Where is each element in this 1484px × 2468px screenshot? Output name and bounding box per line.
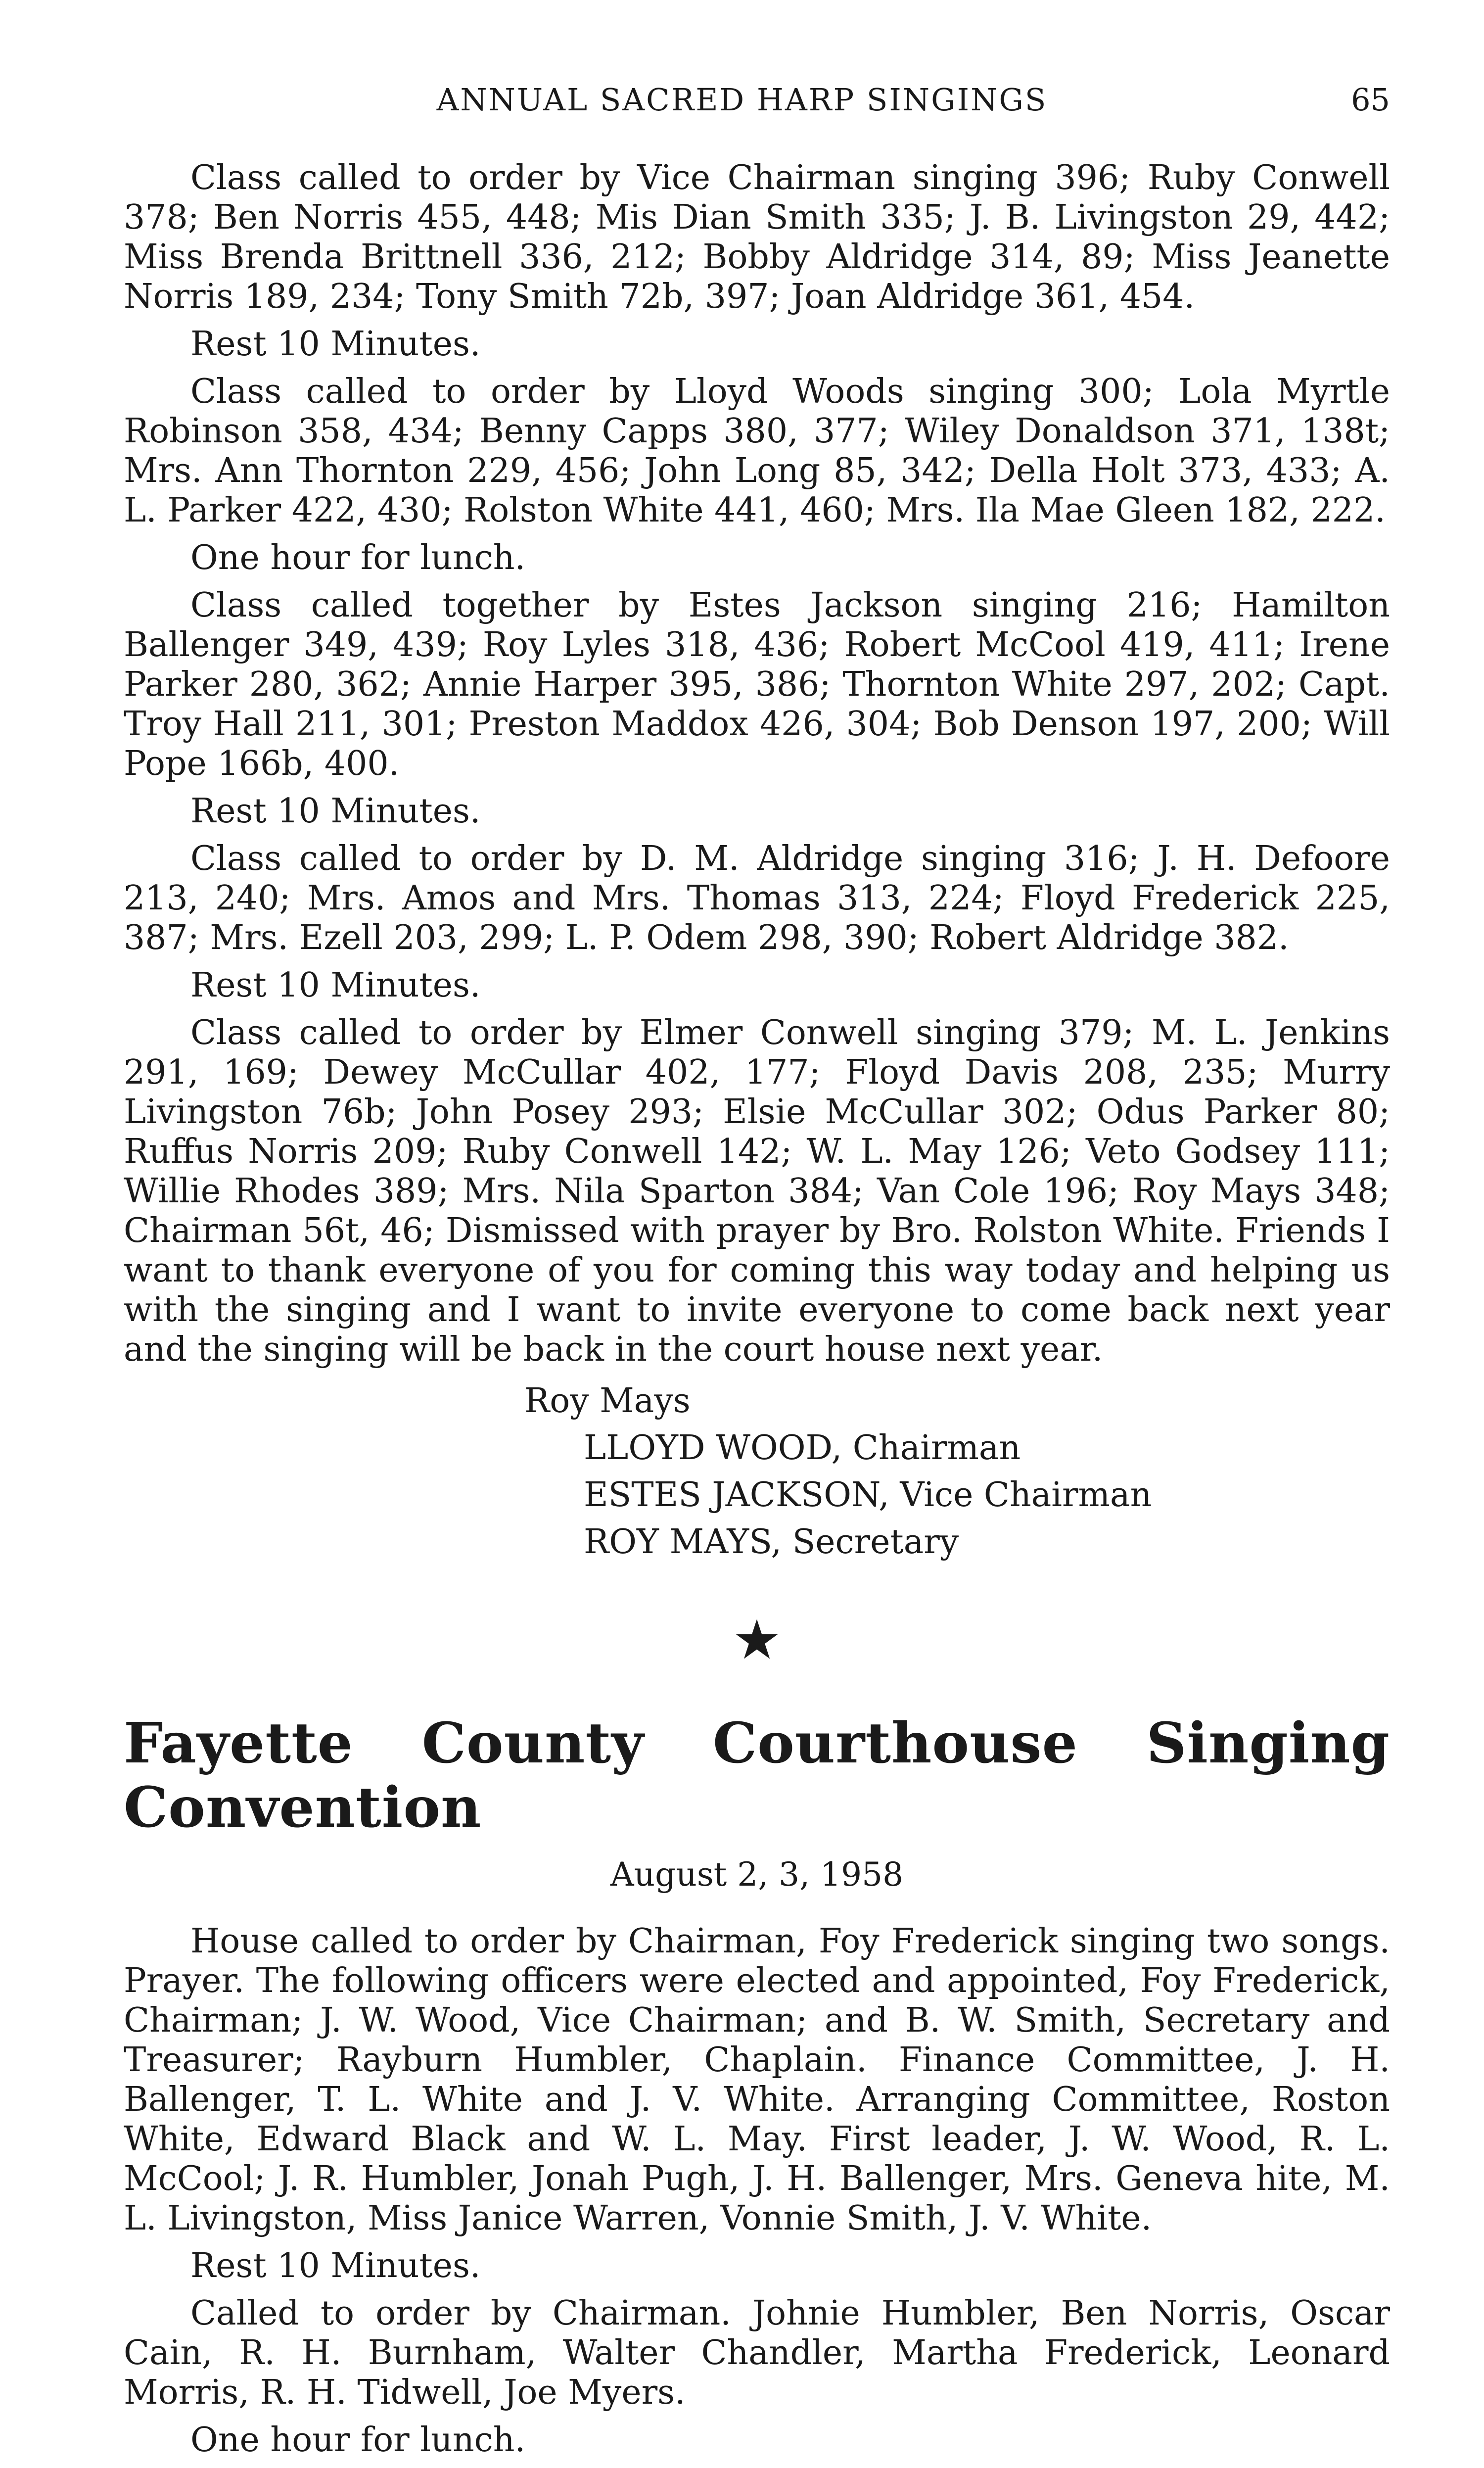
body-text [124,158,1390,2468]
page-number: 65 [1351,82,1390,118]
section-heading: Fayette County Courthouse Singing Convention [124,1711,1390,1840]
signature-block [124,1377,1390,1566]
vice-chairman-signature: ESTES JACKSON, Vice Chairman [584,1475,1152,1515]
rest-note-2: Rest 10 Minutes. [190,792,481,831]
secretary-signature: ROY MAYS, Secretary [584,1522,959,1562]
convention-lunch-note: One hour for lunch. [190,2421,526,2460]
chairman-signature: LLOYD WOOD, Chairman [584,1428,1021,1468]
rest-note-3: Rest 10 Minutes. [190,966,481,1005]
session-paragraph-4: Class called to order by D. M. Aldridge singing 316; J. H. Defoore 213, 240; Mrs. Amos and Mrs. Thomas 313, 224; Floyd Frederick 225, 387; Mrs. Ezell 203, 299; L. P. Odem 298, 390; Robert Aldridge 382. [124,839,1390,957]
star-divider-icon: ★ [732,1608,782,1671]
session-paragraph-3: Class called together by Estes Jackson singing 216; Hamilton Ballenger 349, 439; Roy Lyles 318, 436; Robert McCool 419, 411; Irene Parker 280, 362; Annie Harper 395, 386; Thornton White 297, 202; Capt. Troy Hall 211, 301; Preston Maddox 426, 304; Bob Denson 197, 200; Will Pope 166b, 400. [124,586,1390,783]
convention-rest-note: Rest 10 Minutes. [190,2246,481,2285]
session-paragraph-5: Class called to order by Elmer Conwell singing 379; M. L. Jenkins 291, 169; Dewey McCullar 402, 177; Floyd Davis 208, 235; Murry Livingston 76b; John Posey 293; Elsie McCullar 302; Odus Parker 80; Ruffus Norris 209; Ruby Conwell 142; W. L. May 126; Veto Godsey 111; Willie Rhodes 389; Mrs. Nila Sparton 384; Van Cole 196; Roy Mays 348; Chairman 56t, 46; Dismissed with prayer by Bro. Rolston White. Friends I want to thank everyone of you for coming this way today and helping us with the singing and I want to invite everyone to come back next year and the singing will be back in the court house next year. [124,1013,1390,1369]
convention-paragraph-1: House called to order by Chairman, Foy Frederick singing two songs. Prayer. The following officers were elected and appointed, Foy Frederick, Chairman; J. W. Wood, Vice Chairman; and B. W. Smith, Secretary and Treasurer; Rayburn Humbler, Chaplain. Finance Committee, J. H. Ballenger, T. L. White and J. V. White. Arranging Committee, Roston White, Edward Black and W. L. May. First leader, J. W. Wood, R. L. McCool; J. R. Humbler, Jonah Pugh, J. H. Ballenger, Mrs. Geneva hite, M. L. Livingston, Miss Janice Warren, Vonnie Smith, J. V. White. [124,1922,1390,2238]
lunch-note: One hour for lunch. [190,538,526,577]
signer-name: Roy Mays [524,1381,691,1421]
running-title: ANNUAL SACRED HARP SINGINGS [436,82,1048,118]
convention-paragraph-2: Called to order by Chairman. Johnie Humbler, Ben Norris, Oscar Cain, R. H. Burnham, Walter Chandler, Martha Frederick, Leonard Morris, R. H. Tidwell, Joe Myers. [124,2294,1390,2412]
section-date: August 2, 3, 1958 [610,1855,904,1894]
running-header [124,82,1390,121]
rest-note-1: Rest 10 Minutes. [190,325,481,364]
session-paragraph-1: Class called to order by Vice Chairman singing 396; Ruby Conwell 378; Ben Norris 455, 448; Mis Dian Smith 335; J. B. Livingston 29, 442; Miss Brenda Brittnell 336, 212; Bobby Aldridge 314, 89; Miss Jeanette Norris 189, 234; Tony Smith 72b, 397; Joan Aldridge 361, 454. [124,158,1390,316]
session-paragraph-2: Class called to order by Lloyd Woods singing 300; Lola Myrtle Robinson 358, 434; Benny Capps 380, 377; Wiley Donaldson 371, 138t; Mrs. Ann Thornton 229, 456; John Long 85, 342; Della Holt 373, 433; A. L. Parker 422, 430; Rolston White 441, 460; Mrs. Ila Mae Gleen 182, 222. [124,372,1390,530]
